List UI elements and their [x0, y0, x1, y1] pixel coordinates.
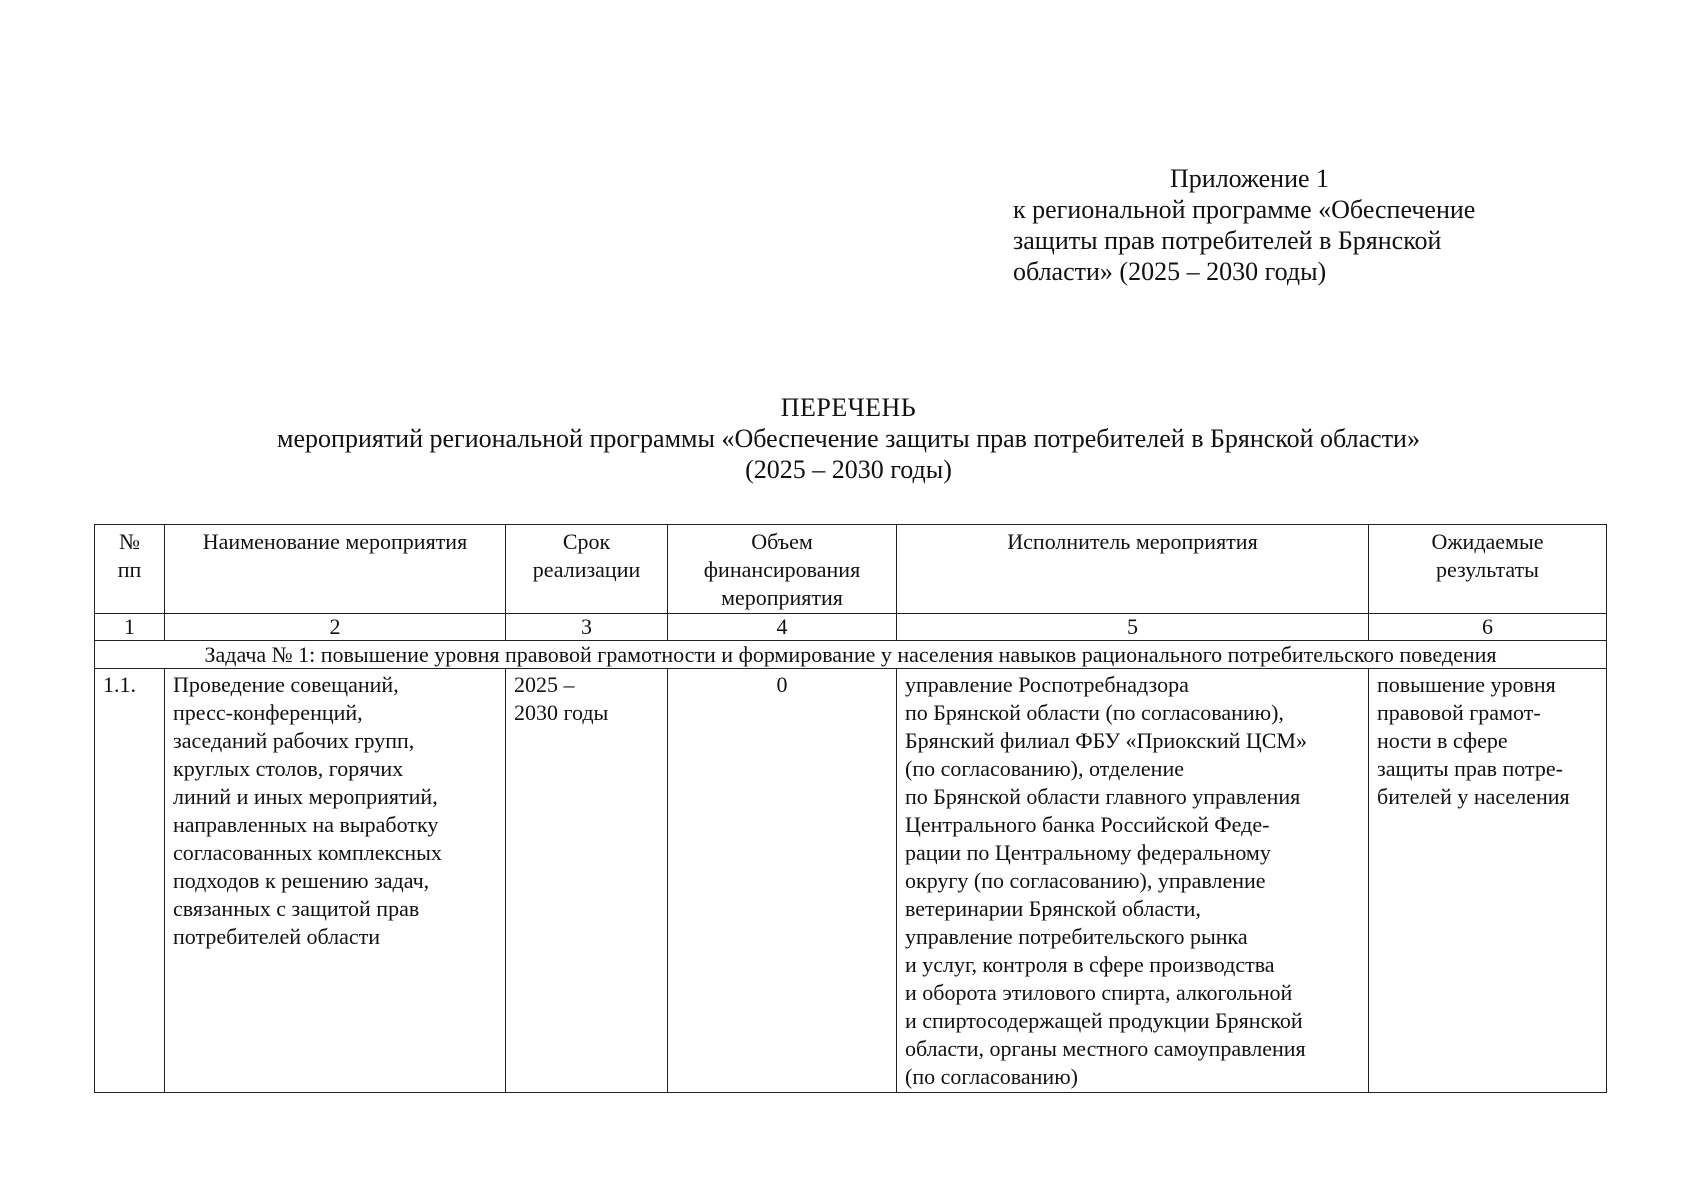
appendix-line: к региональной программе «Обеспечение — [1013, 195, 1476, 224]
document-heading: ПЕРЕЧЕНЬ — [780, 393, 917, 422]
column-number: 2 — [165, 614, 506, 641]
header-period: Срок реализации — [506, 525, 668, 614]
appendix-line: защиты прав потребителей в Брянской — [1013, 226, 1442, 255]
column-number: 4 — [668, 614, 897, 641]
header-number: № пп — [95, 525, 165, 614]
column-number: 5 — [897, 614, 1369, 641]
table-header-row — [95, 525, 1607, 614]
header-executor: Исполнитель мероприятия — [897, 525, 1369, 614]
task-text: Задача № 1: повышение уровня правовой грамотности и формирование у населения навыков рационального потребительского поведения — [95, 641, 1607, 669]
row-number: 1.1. — [95, 669, 165, 1093]
document-subtitle: мероприятий региональной программы «Обеспечение защиты прав потребителей в Брянской области» — [277, 424, 1420, 453]
document-years: (2025 – 2030 годы) — [745, 455, 952, 484]
column-number: 1 — [95, 614, 165, 641]
row-name: Проведение совещаний, пресс-конференций, заседаний рабочих групп, круглых столов, горячих линий и иных мероприятий, направленных на выработку согласованных комплексных подходов к решению задач, связанных с защитой прав потребителей области — [165, 669, 506, 1093]
appendix-note — [1013, 163, 1573, 287]
document-title-block — [0, 392, 1697, 485]
header-name: Наименование мероприятия — [165, 525, 506, 614]
table-row — [95, 669, 1607, 1093]
row-results: повышение уровня правовой грамот- ности в сфере защиты прав потре- бителей у населения — [1369, 669, 1607, 1093]
row-funding: 0 — [668, 669, 897, 1093]
measures-table — [94, 524, 1607, 1093]
row-executor: управление Роспотребнадзора по Брянской области (по согласованию), Брянский филиал ФБУ «Приокский ЦСМ» (по согласованию), отделение по Брянской области главного управления Центрального банка Российской Феде- рации по Центральному федеральному округу (по согласованию), управление ветеринарии Брянской области, управление потребительского рынка и услуг, контроля в сфере производства и оборота этилового спирта, алкогольной и спиртосодержащей продукции Брянской области, органы местного самоуправления (по согласованию) — [897, 669, 1369, 1093]
header-results: Ожидаемые результаты — [1369, 525, 1607, 614]
task-row — [95, 641, 1607, 669]
header-funding: Объем финансирования мероприятия — [668, 525, 897, 614]
column-number-row — [95, 614, 1607, 641]
column-number: 6 — [1369, 614, 1607, 641]
row-period: 2025 – 2030 годы — [506, 669, 668, 1093]
appendix-title: Приложение 1 — [1170, 164, 1330, 193]
appendix-line: области» (2025 – 2030 годы) — [1013, 257, 1327, 286]
column-number: 3 — [506, 614, 668, 641]
